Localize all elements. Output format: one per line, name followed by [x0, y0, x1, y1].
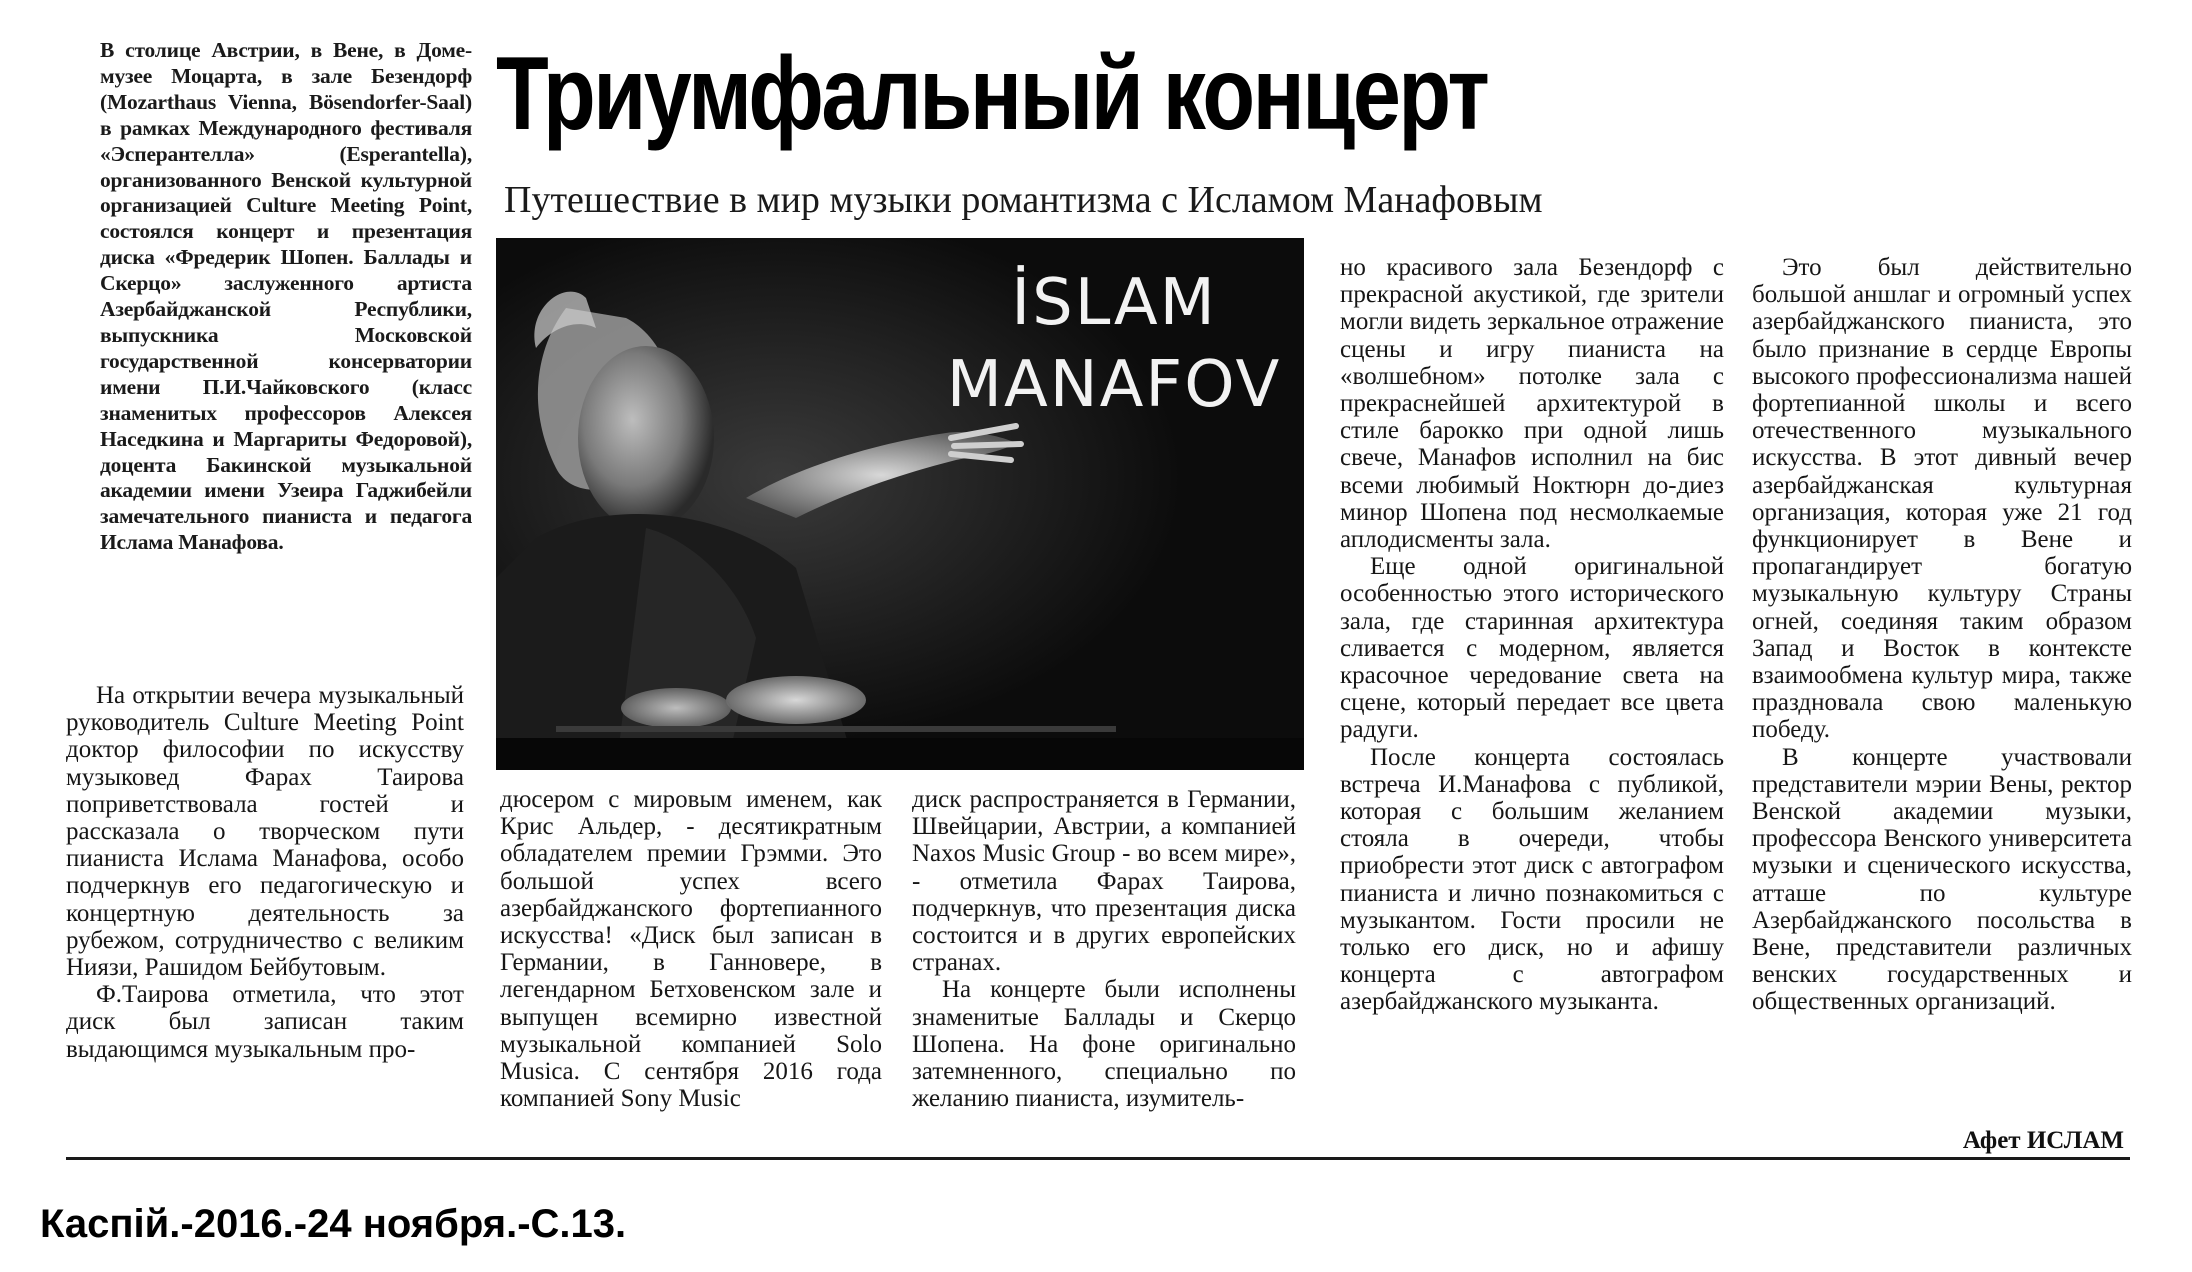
paragraph: дюсером с мировым именем, как Крис Альдер, - десятикратным обладателем премии Грэмми. Это большой успех всего азербайджанского фортепианного искусства! «Диск был записан в Германии, в Ганновере, в легендарном Бетховенском зале и выпущен всемирно известной музыкальной компанией Solo Musica. С сентября 2016 года компанией Sony Music — [500, 786, 882, 1113]
article-lead: В столице Австрии, в Вене, в Доме-музее Моцарта, в зале Безендорф (Mozarthaus Vienna, Bösendorfer-Saal) в рамках Международного фестиваля «Эсперантелла» (Esperantella), организованного Венской культурной организацией Culture Meeting Point, состоялся концерт и презентация диска «Фредерик Шопен. Баллады и Скерцо» заслуженного артиста Азербайджанской Республики, выпускника Московской государственной консерватории имени П.И.Чайковского (класс знаменитых профессоров Алексея Наседкина и Маргариты Федоровой), доцента Бакинской музыкальной академии имени Узеира Гаджибейли замечательного пианиста и педагога Ислама Манафова. — [100, 38, 472, 555]
paragraph: На открытии вечера музыкальный руководитель Culture Meeting Point доктор философии по искусству музыковед Фарах Таирова поприветствовала гостей и рассказала о творческом пути пианиста Ислама Манафова, особо подчеркнув его педагогическую и концертную деятельность за рубежом, сотрудничество с великим Ниязи, Рашидом Бейбутовым. — [66, 682, 464, 982]
photo-caption-last: MANAFOV — [946, 348, 1282, 422]
author-signature: Афет ИСЛАМ — [1962, 1127, 2124, 1154]
paragraph: Еще одной оригинальной особенностью этого исторического зала, где старинная архитектура сливается с модерном, является красочное чередование света на сцене, который передает все цвета радуги. — [1340, 553, 1724, 744]
article-column-1 — [66, 682, 464, 1063]
paragraph: диск распространяется в Германии, Швейцарии, Австрии, а компанией Naxos Music Group - во всем мире», - отметила Фарах Таирова, подчеркнув, что презентация диска состоится и в других европейских странах. — [912, 786, 1296, 977]
article-headline: Триумфальный концерт — [496, 36, 1488, 152]
paragraph: В концерте участвовали представители мэрии Вены, ректор Венской академии музыки, профессора Венского университета музыки и сценического искусства, атташе по культуре Азербайджанского посольства в Вене, представители различных венских государственных и общественных организаций. — [1752, 743, 2132, 1016]
article-column-5 — [1752, 254, 2132, 1016]
source-citation: Каспій.-2016.-24 ноября.-С.13. — [40, 1202, 627, 1246]
paragraph: но красивого зала Безендорф с прекрасной акустикой, где зрители могли видеть зеркальное отражение сцены и игру пианиста на «волшебном» потолке зала с прекраснейшей архитектурой в стиле барокко при одной лишь свече, Манафов исполнил на бис всеми любимый Ноктюрн до-диез минор Шопена под несмолкаемые аплодисменты зала. — [1340, 254, 1724, 554]
article-column-2 — [500, 786, 882, 1112]
paragraph: На концерте были исполнены знаменитые Баллады и Скерцо Шопена. На фоне оригинально затемненного, специально по желанию пианиста, изумитель- — [912, 976, 1296, 1113]
paragraph: Ф.Таирова отметила, что этот диск был записан таким выдающимся музыкальным про- — [66, 981, 464, 1063]
article-subtitle: Путешествие в мир музыки романтизма с Исламом Манафовым — [504, 179, 1543, 221]
paragraph: Это был действительно большой аншлаг и огромный успех азербайджанского пианиста, это было признание в сердце Европы высокого профессионализма нашей фортепианной школы и всего отечественного музыкального искусства. В этот дивный вечер азербайджанская культурная организация, которая уже 21 год функционирует в Вене и пропагандирует богатую музыкальную культуру Страны огней, соединяя таким образом Запад и Восток в контексте взаимообмена культур мира, также праздновала свою маленькую победу. — [1752, 254, 2132, 744]
article-column-4 — [1340, 254, 1724, 1016]
photo-caption-first: İSLAM — [1011, 266, 1217, 340]
photo-caption — [944, 262, 1284, 426]
bottom-divider — [66, 1157, 2130, 1160]
pianist-photo — [496, 238, 1304, 770]
article-column-3 — [912, 786, 1296, 1112]
paragraph: После концерта состоялась встреча И.Манафова с публикой, которая с большим желанием стояла в очереди, чтобы приобрести этот диск с автографом пианиста и лично познакомиться с музыкантом. Гости просили не только его диск, но и афишу концерта с автографом азербайджанского музыканта. — [1340, 743, 1724, 1016]
